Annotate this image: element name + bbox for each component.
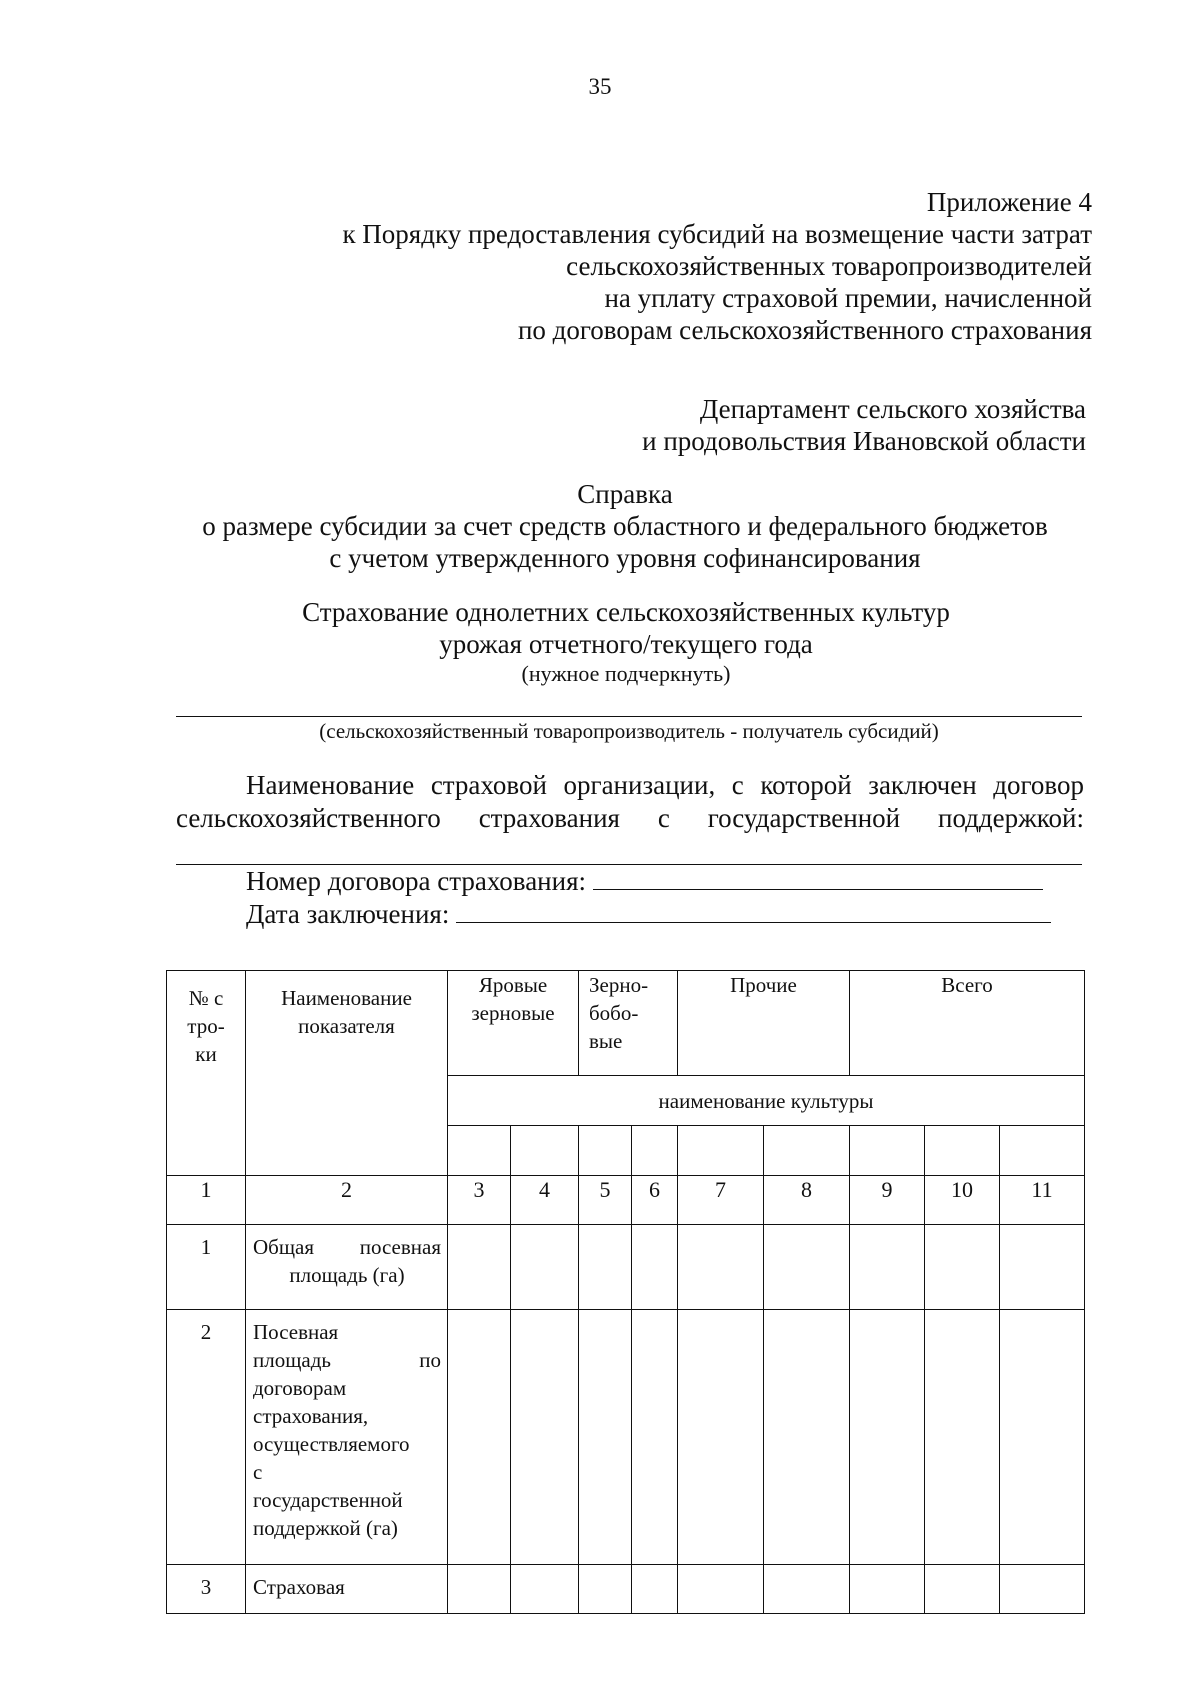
column-number: 7 [678,1176,764,1225]
header-total: Всего [850,971,1085,1076]
crop-cell [448,1126,511,1176]
insurer-paragraph-line: сельскохозяйственного страхования с государственной поддержкой: [176,803,1084,833]
underline-hint: (нужное подчеркнуть) [521,661,731,686]
indicator-line: с [253,1460,263,1484]
indicator-line: страхования, [253,1404,369,1428]
data-cell [448,1310,511,1565]
crop-cell [925,1126,1000,1176]
data-cell [925,1310,1000,1565]
conclusion-date-field [246,899,1051,930]
crop-cell [850,1126,925,1176]
document-subtitle [0,596,1200,660]
column-number-row [167,1176,1085,1225]
crop-cell [632,1126,678,1176]
indicator-line: площадь по [253,1348,441,1372]
title-line: с учетом утвержденного уровня софинансирования [329,543,921,573]
title-line: о размере субсидии за счет средств областного и федерального бюджетов [202,511,1048,541]
column-number: 6 [632,1176,678,1225]
row-indicator [246,1565,448,1614]
crop-cell [511,1126,579,1176]
data-cell [632,1225,678,1310]
data-cell [1000,1565,1085,1614]
data-cell [448,1225,511,1310]
table-row [167,1310,1085,1565]
column-number: 2 [246,1176,448,1225]
row-number: 2 [167,1310,246,1565]
indicator-line: осуществляемого [253,1432,410,1456]
data-cell [632,1310,678,1565]
crop-cell [678,1126,764,1176]
data-cell [511,1565,579,1614]
subtitle-line: Страхование однолетних сельскохозяйственных культур [302,597,950,627]
conclusion-date-label: Дата заключения: [246,899,450,929]
header-spring-grain-text: Яровые зерновые [471,973,555,1025]
header-crop-name: наименование культуры [448,1076,1085,1126]
indicator-line: площадь (га) [289,1263,405,1287]
contract-number-field [246,866,1043,897]
crop-cell [579,1126,632,1176]
column-number: 4 [511,1176,579,1225]
subsidy-table [166,970,1085,1614]
data-cell [579,1565,632,1614]
header-other: Прочие [678,971,850,1076]
header-indicator [246,971,448,1176]
appendix-line: сельскохозяйственных товаропроизводителей [566,251,1092,281]
table-header-row [167,971,1085,1076]
column-number: 9 [850,1176,925,1225]
subtitle-line: урожая отчетного/текущего года [439,629,813,659]
data-cell [925,1225,1000,1310]
contract-number-blank [593,867,1043,890]
data-cell [850,1565,925,1614]
document-title [0,478,1200,574]
data-cell [1000,1310,1085,1565]
data-cell [632,1565,678,1614]
data-cell [678,1225,764,1310]
indicator-line: государственной [253,1488,403,1512]
data-cell [579,1310,632,1565]
crop-cell [1000,1126,1085,1176]
appendix-line: на уплату страховой премии, начисленной [604,283,1092,313]
indicator-line: договорам [253,1376,347,1400]
header-legumes [579,971,678,1076]
column-number: 1 [167,1176,246,1225]
row-indicator [246,1310,448,1565]
insurer-blank-line [176,864,1082,865]
data-cell [764,1565,850,1614]
data-cell [764,1225,850,1310]
column-number: 5 [579,1176,632,1225]
data-cell [448,1565,511,1614]
column-number: 3 [448,1176,511,1225]
appendix-line: Приложение 4 [926,187,1092,217]
page-number: 35 [588,74,612,99]
department-line: и продовольствия Ивановской области [642,426,1086,456]
indicator-line: поддержкой (га) [253,1516,398,1540]
data-cell [925,1565,1000,1614]
department-line: Департамент сельского хозяйства [699,394,1086,424]
data-cell [850,1225,925,1310]
header-spring-grain [448,971,579,1076]
header-indicator-text: Наименование показателя [281,986,412,1038]
crop-cell [764,1126,850,1176]
producer-blank-line [176,716,1082,717]
header-legumes-text: Зерно-бобо-вые [589,973,649,1053]
data-cell [764,1310,850,1565]
department-addressee [186,393,1086,457]
indicator-line: Страховая [253,1575,345,1599]
column-number: 10 [925,1176,1000,1225]
header-row-no-text: № стро-ки [187,986,225,1066]
table-row [167,1565,1085,1614]
appendix-header [92,186,1092,346]
data-cell [678,1310,764,1565]
data-cell [850,1310,925,1565]
data-cell [511,1310,579,1565]
conclusion-date-blank [456,900,1051,923]
data-cell [1000,1225,1085,1310]
contract-number-label: Номер договора страхования: [246,866,587,896]
data-cell [579,1225,632,1310]
data-cell [678,1565,764,1614]
header-row-no [167,971,246,1176]
column-number: 11 [1000,1176,1085,1225]
row-number: 3 [167,1565,246,1614]
row-indicator [246,1225,448,1310]
producer-caption: (сельскохозяйственный товаропроизводитель - получатель субсидий) [319,719,939,743]
title-line: Справка [577,479,673,509]
data-cell [511,1225,579,1310]
table-row [167,1225,1085,1310]
appendix-line: по договорам сельскохозяйственного страхования [517,315,1092,345]
appendix-line: к Порядку предоставления субсидий на возмещение части затрат [342,219,1092,249]
indicator-line: Посевная [253,1320,339,1344]
column-number: 8 [764,1176,850,1225]
indicator-line: Общая посевная [253,1235,441,1259]
insurer-paragraph-line: Наименование страховой организации, с которой заключен договор [246,770,1084,800]
row-number: 1 [167,1225,246,1310]
